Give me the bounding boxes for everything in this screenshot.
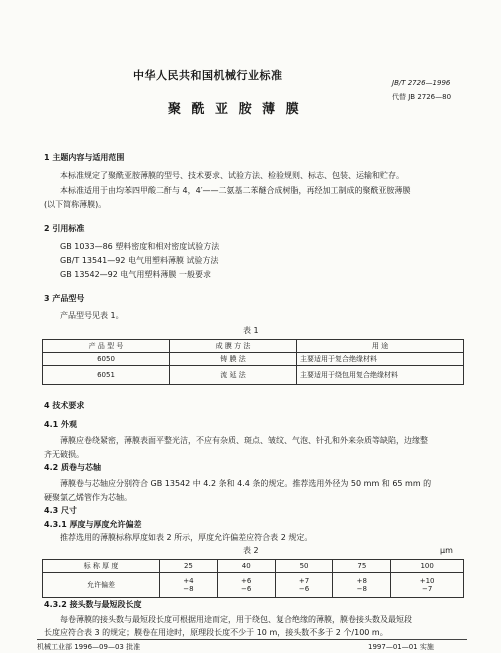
standard-title: 中华人民共和国机械行业标准 (133, 69, 283, 82)
table-1-caption: 表 1 (243, 326, 259, 335)
section-4-3-1-heading: 4.3.1 厚度与厚度允许偏差 (44, 520, 142, 529)
section-4-heading: 4 技术要求 (44, 401, 85, 410)
deviation-minus: −7 (421, 585, 433, 593)
table-cell (333, 573, 391, 598)
table-2-row-label: 标 称 厚 度 (43, 560, 160, 573)
replaces-code: 代替 JB 2726—80 (392, 93, 452, 101)
table-cell: 6051 (43, 366, 170, 385)
standard-code: JB/T 2726—1996 (392, 79, 451, 87)
footer-divider (37, 639, 467, 640)
table-1 (42, 339, 464, 385)
section-4-3-2-heading: 4.3.2 接头数与最短段长度 (44, 600, 142, 609)
table-row (43, 353, 464, 366)
deviation-minus: −6 (298, 585, 310, 593)
section-4-2-paragraph-1: 薄膜卷与芯轴应分别符合 GB 13542 中 4.2 条和 4.4 条的规定。推荐选用外径为 50 mm 和 65 mm 的 (60, 479, 432, 488)
deviation-plus: +8 (356, 577, 367, 585)
table-row (43, 573, 464, 598)
table-cell: 40 (217, 560, 275, 573)
reference-2: GB/T 13541—92 电气用塑料薄膜 试验方法 (60, 256, 219, 265)
table-cell: 75 (333, 560, 391, 573)
section-3-heading: 3 产品型号 (44, 294, 85, 303)
section-3-intro: 产品型号见表 1。 (60, 311, 124, 320)
table-row (43, 366, 464, 385)
document-title: 聚 酰 亚 胺 薄 膜 (168, 102, 302, 117)
deviation-plus: +7 (298, 577, 310, 585)
section-4-1-paragraph-1: 薄膜应卷绕紧密，薄膜表面平整光洁，不应有杂质、斑点、皱纹、气泡、针孔和外来杂质等缺陷，边缘整 (60, 436, 428, 445)
table-2-caption: 表 2 (243, 546, 259, 555)
deviation-plus: +10 (419, 577, 435, 585)
section-1-paragraph-3: (以下简称薄膜)。 (44, 200, 107, 209)
table-cell: 25 (160, 560, 218, 573)
section-4-1-paragraph-2: 齐无破损。 (44, 450, 84, 459)
footer-implementation: 1997—01—01 实施 (368, 643, 434, 651)
section-4-2-paragraph-2: 硬聚氯乙烯管作为芯轴。 (44, 493, 132, 502)
section-4-1-heading: 4.1 外观 (44, 420, 77, 429)
table-cell (275, 573, 333, 598)
reference-3: GB 13542—92 电气用塑料薄膜 一般要求 (60, 270, 211, 279)
table-1-header-cell: 用 途 (297, 340, 464, 353)
deviation-minus: −8 (183, 585, 194, 593)
section-4-3-2-paragraph-2: 长度应符合表 3 的规定；膜卷在用途时，原理段长度不少于 10 m，接头数不多于 2 个/100 m。 (44, 628, 388, 637)
table-cell: 100 (391, 560, 464, 573)
table-1-header-cell: 成 膜 方 法 (170, 340, 297, 353)
table-1-header-cell: 产 品 型 号 (43, 340, 170, 353)
table-cell: 主要适用于复合绝缘材料 (297, 353, 464, 366)
table-cell (160, 573, 218, 598)
table-2-unit: μm (440, 546, 453, 555)
table-row (43, 560, 464, 573)
section-1-paragraph-1: 本标准规定了聚酰亚胺薄膜的型号、技术要求、试验方法、检验规则、标志、包装、运输和贮存。 (60, 171, 404, 180)
section-4-3-2-paragraph-1: 每卷薄膜的接头数与最短段长度可根据用途而定，用于绕包、复合绝缘的薄膜，膜卷接头数及最短段 (60, 615, 412, 624)
section-1-paragraph-2: 本标准适用于由均苯四甲酸二酐与 4，4′——二氨基二苯醚合成树脂，再经加工制成的聚酰亚胺薄膜 (60, 186, 411, 195)
table-cell: 流 延 法 (170, 366, 297, 385)
table-cell: 主要适用于绕包用复合绝缘材料 (297, 366, 464, 385)
reference-1: GB 1033—86 塑料密度和相对密度试验方法 (60, 242, 220, 251)
table-cell (391, 573, 464, 598)
table-cell: 50 (275, 560, 333, 573)
table-2 (42, 559, 464, 598)
deviation-plus: +4 (183, 577, 194, 585)
table-cell: 铸 膜 法 (170, 353, 297, 366)
deviation-minus: −6 (241, 585, 252, 593)
section-2-heading: 2 引用标准 (44, 224, 85, 233)
footer-approval: 机械工业部 1996—09—03 批准 (37, 643, 141, 651)
deviation-minus: −8 (356, 585, 367, 593)
table-cell: 6050 (43, 353, 170, 366)
section-4-2-heading: 4.2 质卷与芯轴 (44, 463, 101, 472)
table-1-header-row (43, 340, 464, 353)
deviation-plus: +6 (241, 577, 252, 585)
section-4-3-1-paragraph: 推荐选用的薄膜标称厚度如表 2 所示，厚度允许偏差应符合表 2 规定。 (60, 533, 313, 542)
section-1-heading: 1 主题内容与适用范围 (44, 153, 125, 162)
table-2-row-label: 允许偏差 (43, 573, 160, 598)
section-4-3-heading: 4.3 尺寸 (44, 506, 77, 515)
table-cell (217, 573, 275, 598)
